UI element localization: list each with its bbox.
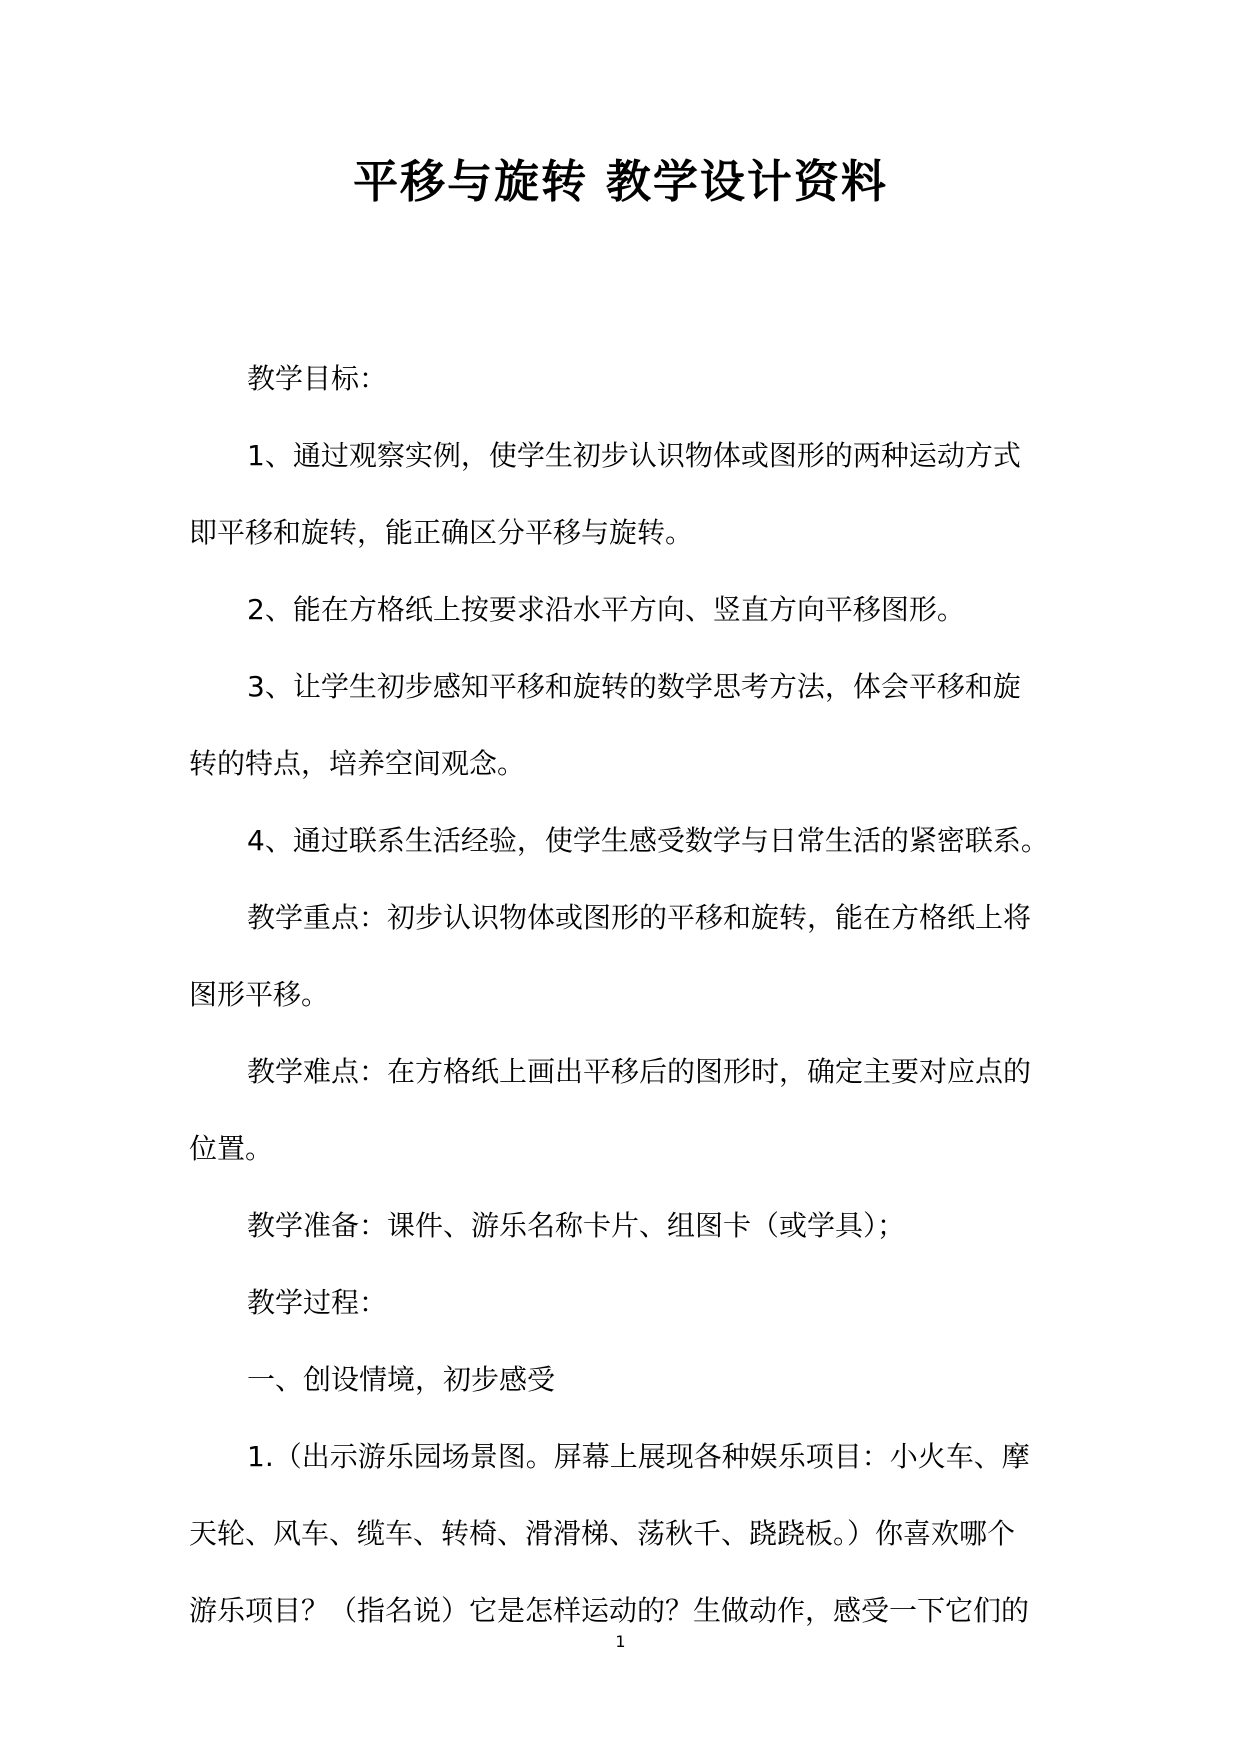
difficulties-line-1: 教学难点：在方格纸上画出平移后的图形时，确定主要对应点的 bbox=[247, 1055, 1032, 1088]
page-number: 1 bbox=[615, 1632, 626, 1651]
key-points-line-2: 图形平移。 bbox=[189, 978, 330, 1011]
preparation: 教学准备：课件、游乐名称卡片、组图卡（或学具）； bbox=[247, 1209, 906, 1242]
step-1-line-3: 游乐项目？（指名说）它是怎样运动的？生做动作，感受一下它们的 bbox=[189, 1594, 1030, 1627]
objective-1-line-2: 即平移和旋转，能正确区分平移与旋转。 bbox=[189, 516, 694, 549]
objective-4: 4、通过联系生活经验，使学生感受数学与日常生活的紧密联系。 bbox=[247, 824, 1049, 857]
document-title: 平移与旋转 教学设计资料 bbox=[353, 155, 888, 208]
key-points-line-1: 教学重点：初步认识物体或图形的平移和旋转，能在方格纸上将 bbox=[247, 901, 1032, 934]
section-1-heading: 一、创设情境，初步感受 bbox=[247, 1363, 556, 1396]
heading-teaching-process: 教学过程： bbox=[247, 1286, 388, 1319]
objective-2: 2、能在方格纸上按要求沿水平方向、竖直方向平移图形。 bbox=[247, 593, 965, 626]
objective-1-line-1: 1、通过观察实例，使学生初步认识物体或图形的两种运动方式 bbox=[247, 439, 1021, 472]
document-body bbox=[189, 340, 1059, 1649]
step-1-line-2: 天轮、风车、缆车、转椅、滑滑梯、荡秋千、跷跷板。）你喜欢哪个 bbox=[189, 1517, 1016, 1550]
difficulties-line-2: 位置。 bbox=[189, 1132, 274, 1165]
step-1-line-1: 1.（出示游乐园场景图。屏幕上展现各种娱乐项目：小火车、摩 bbox=[247, 1440, 1030, 1473]
heading-teaching-objectives: 教学目标： bbox=[247, 362, 388, 395]
objective-3-line-1: 3、让学生初步感知平移和旋转的数学思考方法，体会平移和旋 bbox=[247, 670, 1021, 703]
objective-3-line-2: 转的特点，培养空间观念。 bbox=[189, 747, 526, 780]
